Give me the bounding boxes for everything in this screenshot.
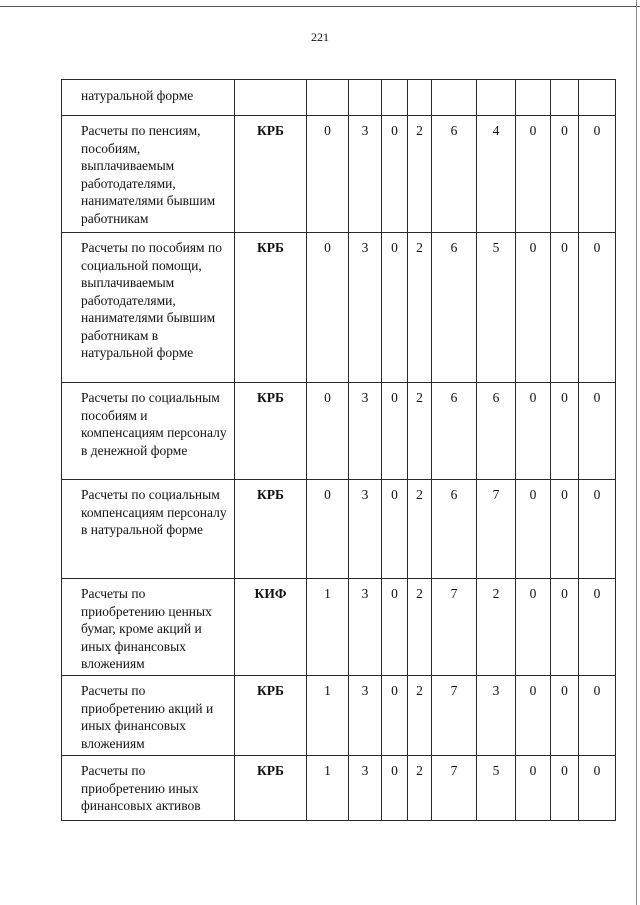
digit-cell: 0 bbox=[307, 233, 349, 383]
digit-cell bbox=[382, 80, 408, 116]
digit-cell: 0 bbox=[516, 756, 551, 821]
digit-cell: 2 bbox=[408, 116, 432, 233]
digit-cell bbox=[307, 80, 349, 116]
table-row bbox=[62, 233, 616, 383]
digit-cell: 1 bbox=[307, 579, 349, 676]
digit-cell: 2 bbox=[408, 579, 432, 676]
digit-cell: 7 bbox=[432, 579, 477, 676]
table-row bbox=[62, 756, 616, 821]
digit-cell: 0 bbox=[307, 116, 349, 233]
row-name-cell: Расчеты по пособиям по социальной помощи, выплачиваемым работодателями, нанимателями бывшим работникам в натуральной форме bbox=[62, 233, 235, 383]
digit-cell: 0 bbox=[551, 480, 579, 579]
digit-cell: 0 bbox=[579, 579, 616, 676]
digit-cell: 0 bbox=[382, 480, 408, 579]
row-name-cell: Расчеты по приобретению акций и иных финансовых вложениям bbox=[62, 676, 235, 756]
digit-cell: 0 bbox=[551, 383, 579, 480]
digit-cell: 0 bbox=[551, 676, 579, 756]
digit-cell: 0 bbox=[551, 116, 579, 233]
digit-cell: 3 bbox=[349, 233, 382, 383]
digit-cell: 0 bbox=[307, 383, 349, 480]
table-row bbox=[62, 383, 616, 480]
digit-cell: 0 bbox=[382, 116, 408, 233]
digit-cell: 0 bbox=[551, 756, 579, 821]
digit-cell bbox=[477, 80, 516, 116]
digit-cell: 6 bbox=[432, 383, 477, 480]
digit-cell: 0 bbox=[382, 233, 408, 383]
digit-cell bbox=[516, 80, 551, 116]
page-number: 221 bbox=[311, 30, 329, 44]
digit-cell: 2 bbox=[408, 233, 432, 383]
digit-cell: 0 bbox=[579, 116, 616, 233]
digit-cell: 0 bbox=[516, 116, 551, 233]
accounts-table bbox=[61, 79, 616, 821]
digit-cell: 0 bbox=[579, 676, 616, 756]
digit-cell: 3 bbox=[349, 480, 382, 579]
digit-cell: 0 bbox=[516, 383, 551, 480]
row-name-cell: Расчеты по пенсиям, пособиям, выплачиваемым работодателями, нанимателями бывшим работникам bbox=[62, 116, 235, 233]
digit-cell: 4 bbox=[477, 116, 516, 233]
digit-cell: 7 bbox=[432, 756, 477, 821]
digit-cell: 0 bbox=[382, 383, 408, 480]
digit-cell: 3 bbox=[349, 116, 382, 233]
right-edge-rule bbox=[636, 0, 637, 905]
digit-cell: 2 bbox=[408, 480, 432, 579]
table-row bbox=[62, 579, 616, 676]
kbk-cell: КРБ bbox=[235, 383, 307, 480]
row-name-cell: натуральной форме bbox=[62, 80, 235, 116]
digit-cell: 0 bbox=[382, 579, 408, 676]
digit-cell bbox=[349, 80, 382, 116]
digit-cell: 7 bbox=[477, 480, 516, 579]
top-edge-rule bbox=[0, 6, 640, 7]
digit-cell: 0 bbox=[579, 480, 616, 579]
digit-cell: 0 bbox=[579, 233, 616, 383]
digit-cell: 6 bbox=[432, 233, 477, 383]
kbk-cell: КИФ bbox=[235, 579, 307, 676]
digit-cell: 0 bbox=[516, 676, 551, 756]
kbk-cell: КРБ bbox=[235, 676, 307, 756]
table-row bbox=[62, 480, 616, 579]
digit-cell: 0 bbox=[551, 579, 579, 676]
digit-cell: 2 bbox=[408, 756, 432, 821]
digit-cell: 5 bbox=[477, 233, 516, 383]
digit-cell: 6 bbox=[432, 116, 477, 233]
digit-cell bbox=[551, 80, 579, 116]
digit-cell: 0 bbox=[551, 233, 579, 383]
digit-cell: 0 bbox=[579, 756, 616, 821]
digit-cell: 5 bbox=[477, 756, 516, 821]
digit-cell: 0 bbox=[382, 756, 408, 821]
digit-cell: 2 bbox=[408, 676, 432, 756]
row-name-cell: Расчеты по приобретению иных финансовых активов bbox=[62, 756, 235, 821]
table-row bbox=[62, 116, 616, 233]
digit-cell: 2 bbox=[477, 579, 516, 676]
digit-cell: 3 bbox=[477, 676, 516, 756]
kbk-cell: КРБ bbox=[235, 756, 307, 821]
kbk-cell: КРБ bbox=[235, 233, 307, 383]
digit-cell: 7 bbox=[432, 676, 477, 756]
table-row bbox=[62, 80, 616, 116]
digit-cell: 1 bbox=[307, 756, 349, 821]
kbk-cell bbox=[235, 80, 307, 116]
digit-cell: 0 bbox=[579, 383, 616, 480]
digit-cell bbox=[579, 80, 616, 116]
digit-cell: 0 bbox=[516, 480, 551, 579]
digit-cell: 0 bbox=[382, 676, 408, 756]
digit-cell: 3 bbox=[349, 676, 382, 756]
digit-cell: 6 bbox=[477, 383, 516, 480]
digit-cell: 0 bbox=[516, 579, 551, 676]
kbk-cell: КРБ bbox=[235, 116, 307, 233]
row-name-cell: Расчеты по социальным пособиям и компенсациям персоналу в денежной форме bbox=[62, 383, 235, 480]
digit-cell: 0 bbox=[307, 480, 349, 579]
digit-cell bbox=[408, 80, 432, 116]
digit-cell: 6 bbox=[432, 480, 477, 579]
digit-cell: 3 bbox=[349, 756, 382, 821]
kbk-cell: КРБ bbox=[235, 480, 307, 579]
digit-cell: 3 bbox=[349, 579, 382, 676]
row-name-cell: Расчеты по приобретению ценных бумаг, кроме акций и иных финансовых вложениям bbox=[62, 579, 235, 676]
digit-cell: 1 bbox=[307, 676, 349, 756]
digit-cell: 0 bbox=[516, 233, 551, 383]
row-name-cell: Расчеты по социальным компенсациям персоналу в натуральной форме bbox=[62, 480, 235, 579]
digit-cell bbox=[432, 80, 477, 116]
digit-cell: 3 bbox=[349, 383, 382, 480]
digit-cell: 2 bbox=[408, 383, 432, 480]
table-row bbox=[62, 676, 616, 756]
